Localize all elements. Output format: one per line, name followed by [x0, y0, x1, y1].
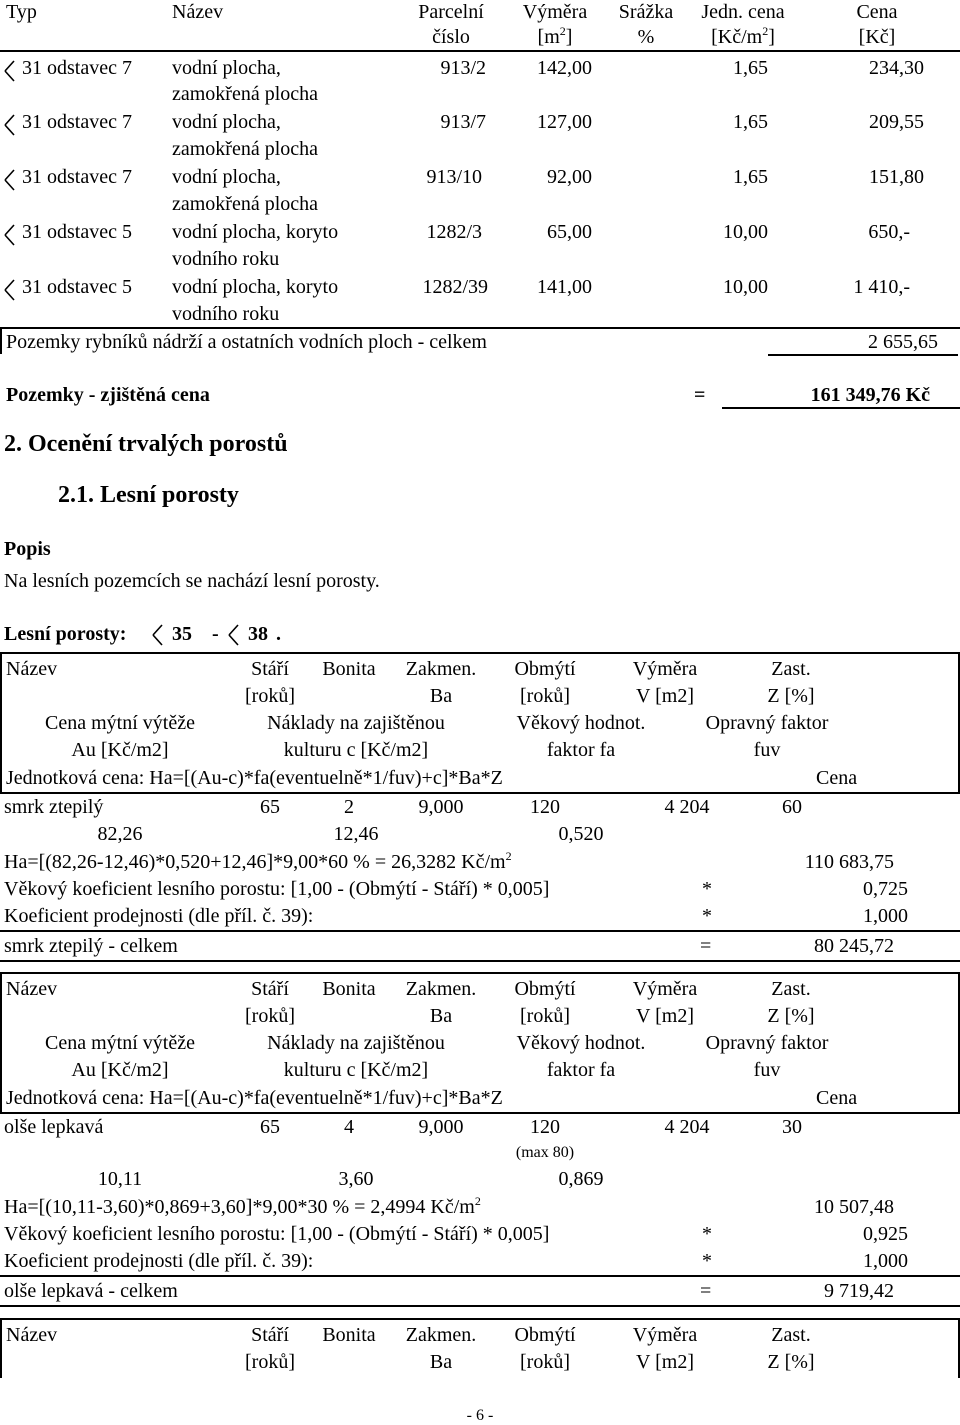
- hdr-zast: Zast.: [771, 1324, 811, 1346]
- col-header-vymera: Výměra: [522, 1, 588, 23]
- hdr-zast: Zast.: [771, 658, 811, 680]
- row-vymera: 127,00: [537, 111, 592, 133]
- row-nazev-2: zamokřená plocha: [172, 193, 319, 215]
- tree-koef-val: 1,000: [863, 905, 908, 927]
- tree-koef-op: *: [702, 1250, 712, 1272]
- col-header-parcelni: Parcelní: [418, 1, 484, 23]
- row-parcel: 1282/39: [422, 276, 488, 298]
- hdr-opravny-unit: fuv: [753, 739, 781, 761]
- hdr-zast-unit: Z [%]: [767, 1005, 815, 1027]
- hdr-bonita: Bonita: [322, 658, 376, 680]
- row-jedn: 1,65: [733, 111, 768, 133]
- row-nazev: vodní plocha,: [172, 57, 281, 79]
- block-top-border: [0, 1318, 960, 1320]
- tree-koef-val: 1,000: [863, 1250, 908, 1272]
- hdr-zakmen: Zakmen.: [405, 1324, 477, 1346]
- hdr-zast-unit: Z [%]: [767, 1351, 815, 1373]
- total-divider: [0, 327, 960, 329]
- hdr-vekovy-unit: faktor fa: [546, 739, 616, 761]
- summary-value: 161 349,76 Kč: [810, 384, 930, 406]
- hdr-obmyti: Obmýtí: [514, 658, 576, 680]
- tree-obmyti-note: (max 80): [515, 1144, 575, 1161]
- tree-total-underline: [0, 960, 960, 962]
- hdr-zakmen-unit: Ba: [429, 685, 453, 707]
- row-jedn: 10,00: [723, 221, 768, 243]
- row-typ: 31 odstavec 7: [22, 166, 132, 188]
- hdr-zast: Zast.: [771, 978, 811, 1000]
- hdr-cena-mytni: Cena mýtní výtěže: [45, 712, 195, 734]
- tree-cena: 10 507,48: [814, 1196, 894, 1218]
- tree-total-val: 9 719,42: [824, 1280, 894, 1302]
- col-header-parcelni-sub: číslo: [432, 26, 470, 48]
- row-parcel: 913/10: [426, 166, 482, 188]
- row-nazev: vodní plocha, koryto: [172, 221, 339, 243]
- tree-name: olše lepkavá: [4, 1116, 104, 1138]
- tree-stari: 65: [260, 1116, 280, 1138]
- row-parcel: 1282/3: [426, 221, 482, 243]
- tree-zast: 30: [782, 1116, 802, 1138]
- hdr-cena-mytni: Cena mýtní výtěže: [45, 1032, 195, 1054]
- block-left-border: [0, 972, 2, 1114]
- row-cena: 650,-: [868, 221, 910, 243]
- tree-total-op: =: [700, 1280, 712, 1302]
- tree-formula: Ha=[(82,26-12,46)*0,520+12,46]*9,00*60 % = 26,3282 $Kč/m^2$: [4, 849, 512, 873]
- row-cena: 151,80: [869, 166, 924, 188]
- tree-bonita: 4: [344, 1116, 354, 1138]
- tree-formula: Ha=[(10,11-3,60)*0,869+3,60]*9,00*30 % = 2,4994 $Kč/m^2$: [4, 1194, 481, 1218]
- lesni-to: 38: [248, 623, 268, 645]
- hdr-stari: Stáří: [251, 658, 289, 680]
- lesni-dash: -: [212, 623, 219, 645]
- land-total-label: Pozemky rybníků nádrží a ostatních vodních ploch - celkem: [6, 331, 487, 353]
- block-header-bottom: [0, 792, 960, 794]
- hdr-zakmen-unit: Ba: [429, 1351, 453, 1373]
- hdr-zakmen: Zakmen.: [405, 658, 477, 680]
- hdr-zakmen-unit: Ba: [429, 1005, 453, 1027]
- row-parcel: 913/2: [440, 57, 486, 79]
- row-nazev-2: zamokřená plocha: [172, 138, 319, 160]
- hdr-opravny-unit: fuv: [753, 1059, 781, 1081]
- row-jedn: 1,65: [733, 57, 768, 79]
- tree-total-label: olše lepkavá - celkem: [4, 1280, 178, 1302]
- row-nazev-2: vodního roku: [172, 248, 280, 270]
- col-header-jedn-cena-unit: $[Kč/m^2]$: [711, 24, 775, 48]
- row-cena: 1 410,-: [853, 276, 910, 298]
- hdr-au: Au [Kč/m2]: [71, 1059, 169, 1081]
- hdr-nazev: Název: [6, 1324, 58, 1346]
- block-header-bottom: [0, 1112, 960, 1114]
- row-nazev-2: vodního roku: [172, 303, 280, 325]
- row-vymera: 65,00: [547, 221, 592, 243]
- col-header-typ: Typ: [6, 1, 37, 23]
- lesni-from: 35: [172, 623, 192, 645]
- total-underline: [768, 354, 958, 356]
- tree-total-underline: [0, 1305, 960, 1307]
- hdr-obmyti-unit: [roků]: [520, 1351, 570, 1373]
- tree-bonita: 2: [344, 796, 354, 818]
- hdr-obmyti: Obmýtí: [514, 978, 576, 1000]
- page-number: - 6 -: [466, 1407, 494, 1424]
- tree-zakmen: 9,000: [418, 796, 464, 818]
- hdr-jednotkova: Jednotková cena: Ha=[(Au-c)*fa(eventuelně*1/fuv)+c]*Ba*Z: [6, 767, 503, 789]
- tree-fa: 0,520: [558, 823, 604, 845]
- hdr-vymera-unit: V [m2]: [636, 1351, 694, 1373]
- block-top-border: [0, 652, 960, 654]
- subsection-heading: 2.1. Lesní porosty: [58, 482, 239, 508]
- tree-vymera: 4 204: [664, 1116, 710, 1138]
- row-jedn: 10,00: [723, 276, 768, 298]
- hdr-naklady: Náklady na zajištěnou: [267, 712, 445, 734]
- hdr-nazev: Název: [6, 978, 58, 1000]
- tree-c: 12,46: [333, 823, 379, 845]
- tree-zakmen: 9,000: [418, 1116, 464, 1138]
- tree-vek-val: 0,725: [863, 878, 908, 900]
- row-nazev: vodní plocha, koryto: [172, 276, 339, 298]
- block-top-border: [0, 972, 960, 974]
- tree-total-val: 80 245,72: [814, 935, 894, 957]
- tree-vek-op: *: [702, 878, 712, 900]
- tree-vek-val: 0,925: [863, 1223, 908, 1245]
- row-typ: 31 odstavec 5: [22, 276, 132, 298]
- row-vymera: 142,00: [537, 57, 592, 79]
- hdr-vymera: Výměra: [632, 978, 698, 1000]
- col-header-srazka: Srážka: [618, 1, 674, 23]
- row-typ: 31 odstavec 5: [22, 221, 132, 243]
- hdr-cena: Cena: [816, 767, 858, 789]
- hdr-vekovy: Věkový hodnot.: [516, 712, 646, 734]
- hdr-vekovy-unit: faktor fa: [546, 1059, 616, 1081]
- popis-label: Popis: [4, 538, 51, 560]
- hdr-obmyti: Obmýtí: [514, 1324, 576, 1346]
- row-cena: 234,30: [869, 57, 924, 79]
- row-typ: 31 odstavec 7: [22, 57, 132, 79]
- tree-stari: 65: [260, 796, 280, 818]
- popis-text: Na lesních pozemcích se nachází lesní porosty.: [4, 570, 380, 592]
- tree-vymera: 4 204: [664, 796, 710, 818]
- tree-cena: 110 683,75: [804, 851, 894, 873]
- hdr-bonita: Bonita: [322, 978, 376, 1000]
- hdr-vymera-unit: V [m2]: [636, 1005, 694, 1027]
- tree-koef-label: Koeficient prodejnosti (dle příl. č. 39):: [4, 1250, 314, 1272]
- tree-fa: 0,869: [558, 1168, 604, 1190]
- hdr-stari-unit: [roků]: [245, 1351, 295, 1373]
- block-left-border: [0, 1318, 2, 1378]
- row-nazev-2: zamokřená plocha: [172, 83, 319, 105]
- hdr-stari-unit: [roků]: [245, 685, 295, 707]
- hdr-au: Au [Kč/m2]: [71, 739, 169, 761]
- hdr-jednotkova: Jednotková cena: Ha=[(Au-c)*fa(eventuelně*1/fuv)+c]*Ba*Z: [6, 1087, 503, 1109]
- row-parcel: 913/7: [440, 111, 486, 133]
- hdr-vekovy: Věkový hodnot.: [516, 1032, 646, 1054]
- row-typ: 31 odstavec 7: [22, 111, 132, 133]
- summary-underline: [722, 407, 960, 409]
- hdr-opravny: Opravný faktor: [705, 712, 829, 734]
- total-left-border: [0, 327, 2, 354]
- tree-au: 82,26: [97, 823, 143, 845]
- hdr-naklady: Náklady na zajištěnou: [267, 1032, 445, 1054]
- hdr-naklady-unit: kulturu c [Kč/m2]: [283, 739, 429, 761]
- hdr-vymera: Výměra: [632, 1324, 698, 1346]
- tree-obmyti: 120: [530, 1116, 560, 1138]
- tree-koef-op: *: [702, 905, 712, 927]
- lesni-end: .: [276, 623, 281, 645]
- block-left-border: [0, 652, 2, 794]
- tree-vek-label: Věkový koeficient lesního porostu: [1,00 - (Obmýtí - Stáří) * 0,005]: [4, 1223, 550, 1245]
- tree-c: 3,60: [338, 1168, 374, 1190]
- tree-total-divider: [0, 930, 960, 932]
- tree-au: 10,11: [97, 1168, 143, 1190]
- tree-total-op: =: [700, 935, 712, 957]
- hdr-stari: Stáří: [251, 978, 289, 1000]
- row-vymera: 141,00: [537, 276, 592, 298]
- hdr-stari-unit: [roků]: [245, 1005, 295, 1027]
- row-nazev: vodní plocha,: [172, 166, 281, 188]
- hdr-naklady-unit: kulturu c [Kč/m2]: [283, 1059, 429, 1081]
- row-nazev: vodní plocha,: [172, 111, 281, 133]
- col-header-cena: Cena: [856, 1, 898, 23]
- tree-vek-label: Věkový koeficient lesního porostu: [1,00 - (Obmýtí - Stáří) * 0,005]: [4, 878, 550, 900]
- hdr-zast-unit: Z [%]: [767, 685, 815, 707]
- tree-total-label: smrk ztepilý - celkem: [4, 935, 178, 957]
- tree-total-divider: [0, 1275, 960, 1277]
- col-header-vymera-unit: $[m^2]$: [537, 24, 573, 48]
- row-jedn: 1,65: [733, 166, 768, 188]
- col-header-nazev: Název: [172, 1, 224, 23]
- lesni-prefix: Lesní porosty:: [4, 623, 127, 645]
- tree-obmyti: 120: [530, 796, 560, 818]
- header-divider: [0, 50, 960, 52]
- tree-zast: 60: [782, 796, 802, 818]
- col-header-cena-unit: [Kč]: [858, 26, 896, 48]
- hdr-bonita: Bonita: [322, 1324, 376, 1346]
- col-header-srazka-unit: %: [637, 26, 655, 48]
- tree-koef-label: Koeficient prodejnosti (dle příl. č. 39):: [4, 905, 314, 927]
- section-heading: 2. Ocenění trvalých porostů: [4, 431, 288, 457]
- col-header-jedn-cena: Jedn. cena: [701, 1, 785, 23]
- row-cena: 209,55: [869, 111, 924, 133]
- summary-label: Pozemky - zjištěná cena: [6, 384, 210, 406]
- hdr-cena: Cena: [816, 1087, 858, 1109]
- hdr-obmyti-unit: [roků]: [520, 685, 570, 707]
- hdr-nazev: Název: [6, 658, 58, 680]
- hdr-zakmen: Zakmen.: [405, 978, 477, 1000]
- land-total-value: 2 655,65: [868, 331, 938, 353]
- tree-name: smrk ztepilý: [4, 796, 104, 818]
- hdr-stari: Stáří: [251, 1324, 289, 1346]
- hdr-obmyti-unit: [roků]: [520, 1005, 570, 1027]
- hdr-opravny: Opravný faktor: [705, 1032, 829, 1054]
- hdr-vymera-unit: V [m2]: [636, 685, 694, 707]
- tree-vek-op: *: [702, 1223, 712, 1245]
- row-vymera: 92,00: [547, 166, 592, 188]
- hdr-vymera: Výměra: [632, 658, 698, 680]
- summary-eq: =: [694, 384, 706, 406]
